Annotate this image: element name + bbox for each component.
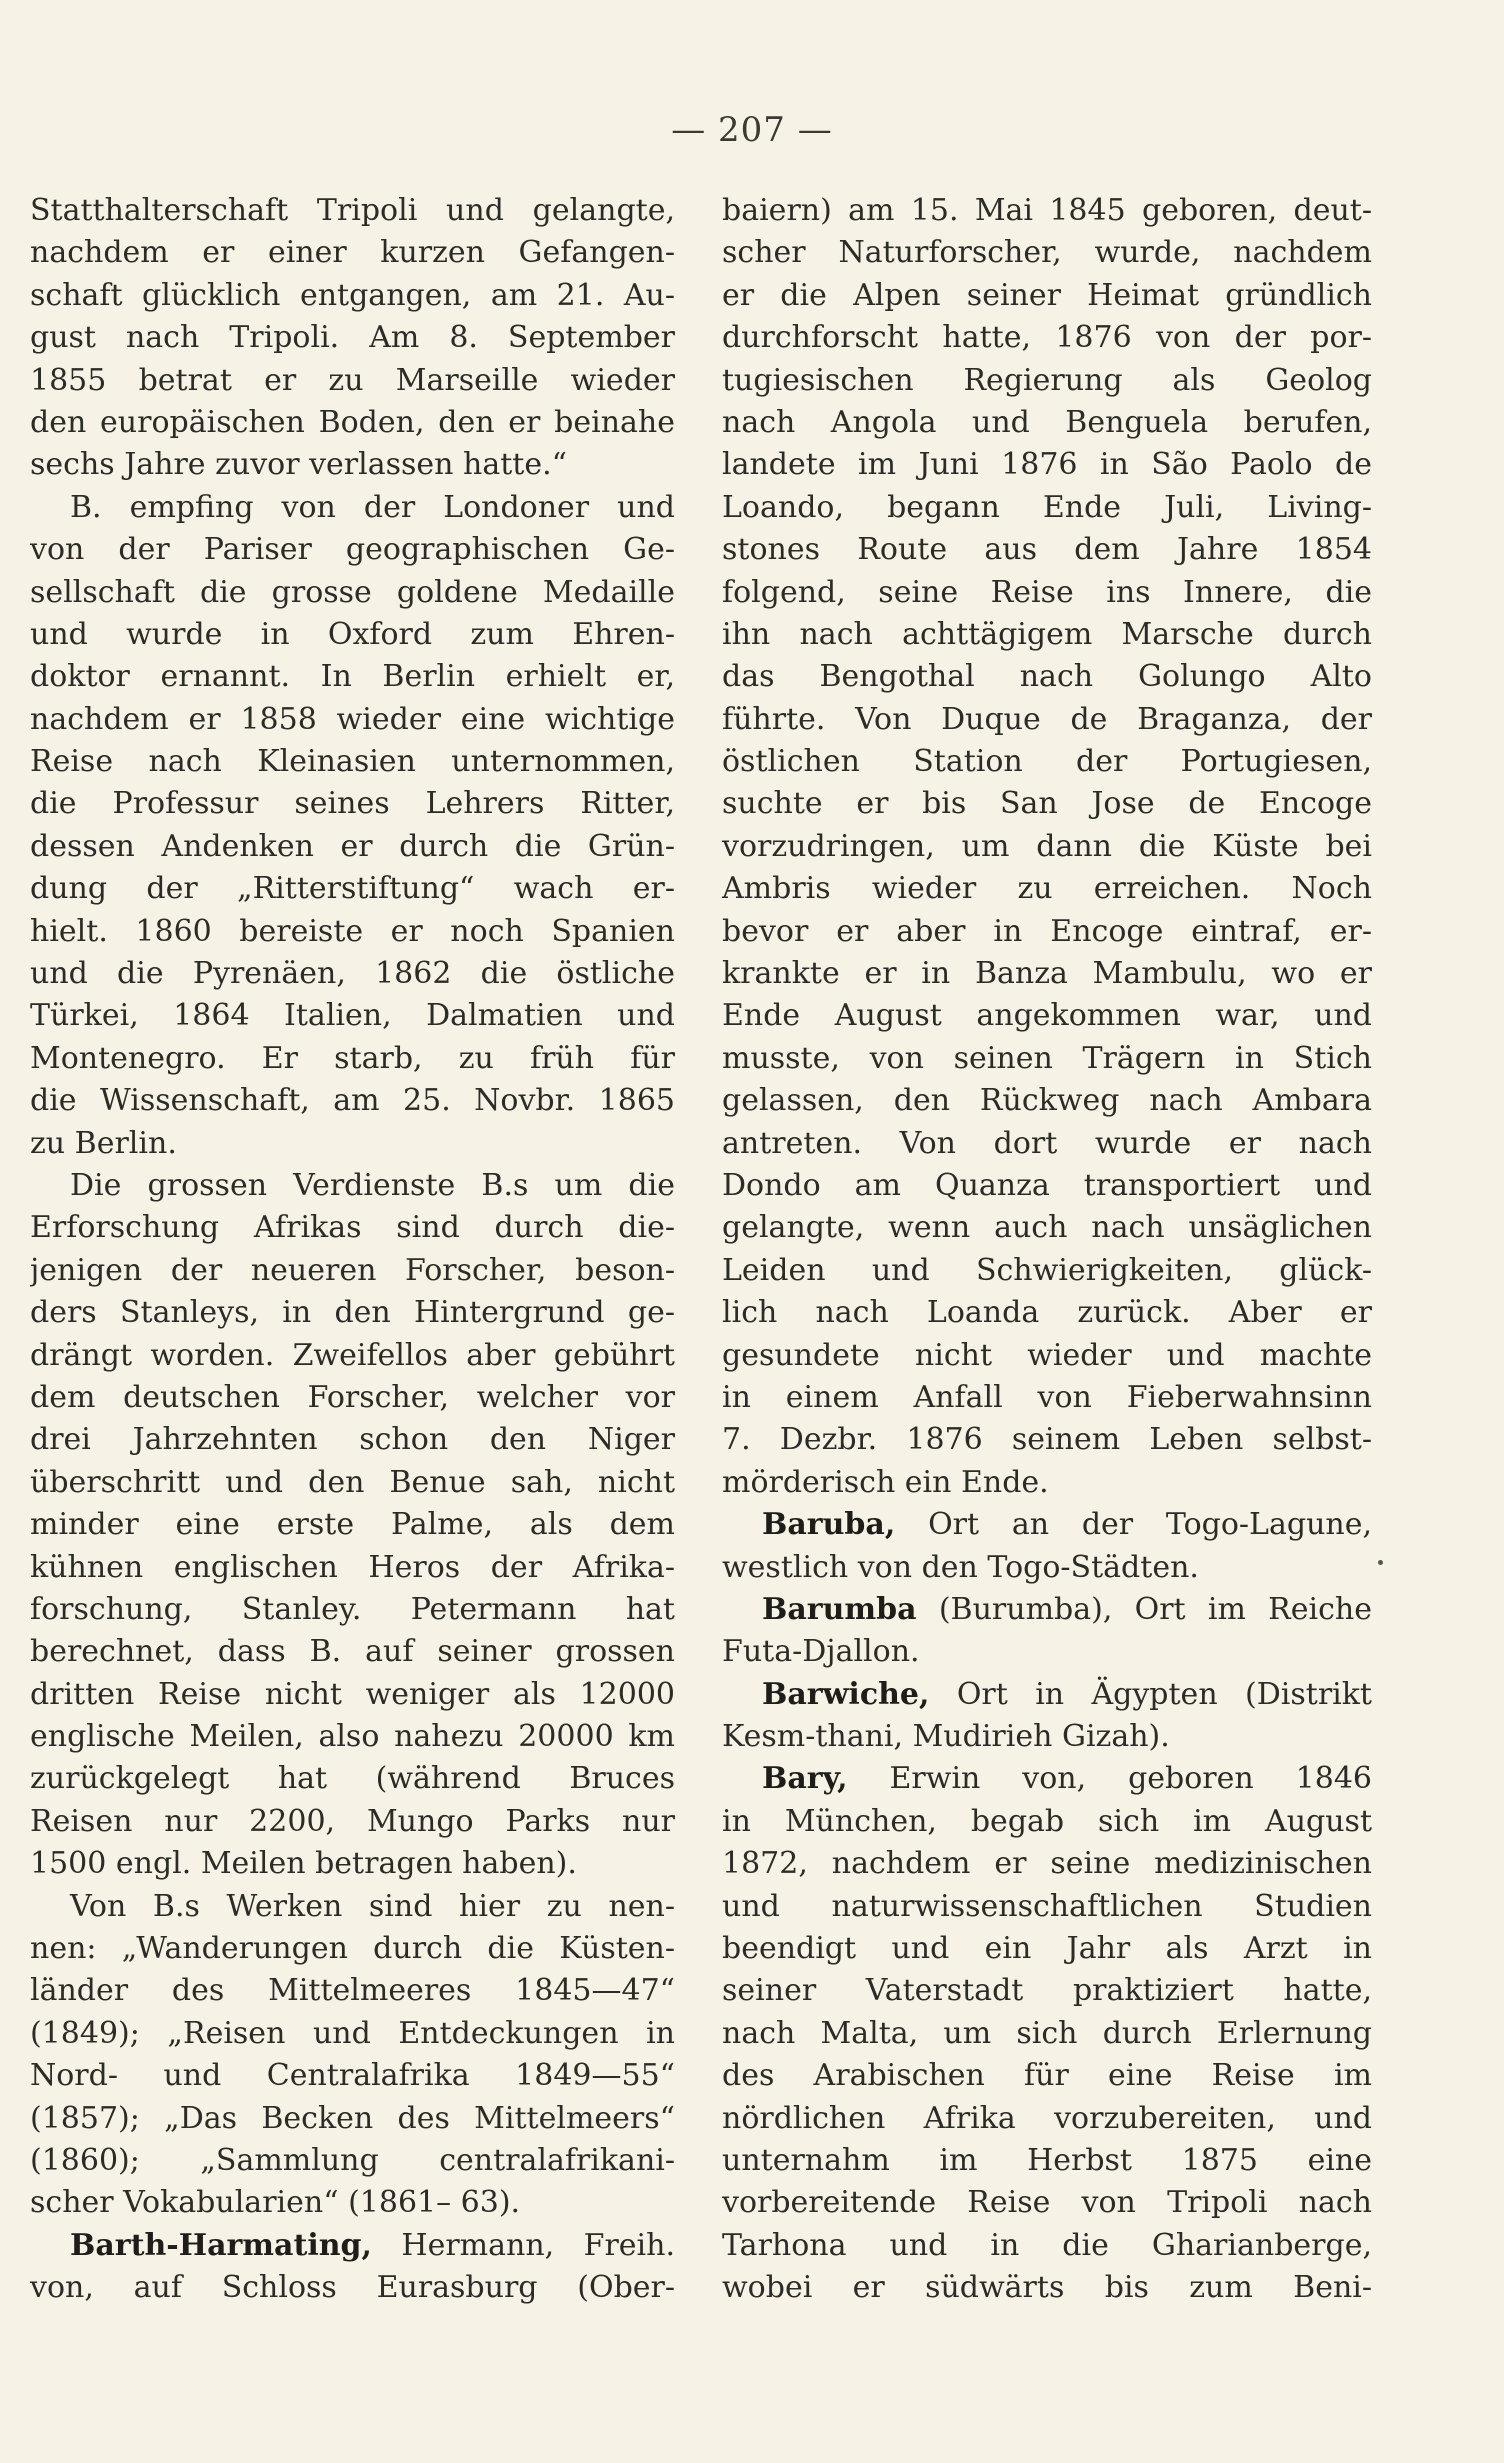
right-column-line xyxy=(722,1080,1372,1122)
left-column-line xyxy=(30,2140,675,2182)
line-text: ihn nach achttägigem Marsche durch xyxy=(722,616,1372,652)
left-column-line xyxy=(30,1207,675,1249)
line-text: (1860); „Sammlung centralafrikani- xyxy=(30,2142,675,2178)
line-text: zu Berlin. xyxy=(30,1125,177,1161)
line-text: Futa-Djallon. xyxy=(722,1634,920,1670)
left-column-line xyxy=(30,2225,675,2267)
line-text: Türkei, 1864 Italien, Dalmatien und xyxy=(30,998,675,1034)
line-text: beendigt und ein Jahr als Arzt in xyxy=(722,1931,1372,1967)
line-text: Ort in Ägypten (Distrikt xyxy=(929,1676,1372,1712)
left-column-line xyxy=(30,826,675,868)
line-text: nachdem er einer kurzen Gefangen- xyxy=(30,235,675,271)
line-text: Von B.s Werken sind hier zu nen- xyxy=(70,1888,675,1924)
right-column-line xyxy=(722,1419,1372,1461)
line-text: sechs Jahre zuvor verlassen hatte.“ xyxy=(30,447,567,483)
line-text: die Professur seines Lehrers Ritter, xyxy=(30,786,675,822)
left-column-line xyxy=(30,444,675,486)
right-column-line xyxy=(722,2182,1372,2224)
left-column-line xyxy=(30,1589,675,1631)
line-text: gust nach Tripoli. Am 8. September xyxy=(30,320,675,356)
left-column-line xyxy=(30,1038,675,1080)
left-column-line xyxy=(30,1547,675,1589)
right-column-line xyxy=(722,1758,1372,1800)
right-column-line xyxy=(722,826,1372,868)
line-text: gelangte, wenn auch nach unsäglichen xyxy=(722,1210,1372,1246)
right-column-line xyxy=(722,1038,1372,1080)
right-column-line xyxy=(722,529,1372,571)
left-column-line xyxy=(30,868,675,910)
right-column-line xyxy=(722,402,1372,444)
line-text: Hermann, Freih. xyxy=(371,2227,675,2263)
line-text: scher Naturforscher, wurde, nachdem xyxy=(722,235,1372,271)
line-text: Statthalterschaft Tripoli und gelangte, xyxy=(30,193,675,228)
line-text: nördlichen Afrika vorzubereiten, und xyxy=(722,2100,1372,2136)
line-text: krankte er in Banza Mambulu, wo er xyxy=(722,956,1372,992)
line-text: ders Stanleys, in den Hintergrund ge- xyxy=(30,1295,675,1331)
line-text: gesundete nicht wieder und machte xyxy=(722,1337,1372,1373)
entry-headword: Barth-Harmating, xyxy=(70,2227,372,2263)
left-column-line xyxy=(30,741,675,783)
line-text: Ende August angekommen war, und xyxy=(722,998,1372,1034)
line-text: dritten Reise nicht weniger als 12000 xyxy=(30,1676,675,1712)
line-text: überschritt und den Benue sah, nicht xyxy=(30,1464,675,1500)
left-column-line xyxy=(30,402,675,444)
right-column-line xyxy=(722,2225,1372,2267)
left-column-line xyxy=(30,1165,675,1207)
right-column-line xyxy=(722,2098,1372,2140)
left-column-line xyxy=(30,1716,675,1758)
right-column-line xyxy=(722,572,1372,614)
line-text: durchforscht hatte, 1876 von der por- xyxy=(722,320,1372,356)
right-column-line xyxy=(722,614,1372,656)
print-speck xyxy=(1378,1560,1383,1565)
line-text: drei Jahrzehnten schon den Niger xyxy=(30,1422,675,1458)
line-text: hielt. 1860 bereiste er noch Spanien xyxy=(30,913,675,949)
left-column-line xyxy=(30,275,675,317)
right-column-line xyxy=(722,699,1372,741)
line-text: wobei er südwärts bis zum Beni- xyxy=(722,2270,1372,2306)
right-column-line xyxy=(722,1801,1372,1843)
line-text: vorzudringen, um dann die Küste bei xyxy=(722,828,1372,864)
line-text: lich nach Loanda zurück. Aber er xyxy=(722,1295,1372,1331)
right-column-line xyxy=(722,487,1372,529)
left-column-line xyxy=(30,2182,675,2224)
line-text: vorbereitende Reise von Tripoli nach xyxy=(722,2185,1372,2221)
line-text: gelassen, den Rückweg nach Ambara xyxy=(722,1083,1372,1119)
left-column-line xyxy=(30,1843,675,1885)
line-text: er die Alpen seiner Heimat gründlich xyxy=(722,277,1372,313)
line-text: nachdem er 1858 wieder eine wichtige xyxy=(30,701,675,737)
line-text: schaft glücklich entgangen, am 21. Au- xyxy=(30,277,675,313)
line-text: den europäischen Boden, den er beinahe xyxy=(30,404,675,440)
left-column-line xyxy=(30,911,675,953)
left-column-line xyxy=(30,1631,675,1673)
line-text: suchte er bis San Jose de Encoge xyxy=(722,786,1372,822)
left-column-line xyxy=(30,2267,675,2309)
line-text: folgend, seine Reise ins Innere, die xyxy=(722,574,1372,610)
line-text: Reisen nur 2200, Mungo Parks nur xyxy=(30,1803,675,1839)
entry-headword: Bary, xyxy=(762,1761,848,1797)
line-text: länder des Mittelmeeres 1845—47“ xyxy=(30,1973,675,2009)
line-text: östlichen Station der Portugiesen, xyxy=(722,744,1372,780)
right-column xyxy=(722,190,1372,2310)
line-text: sellschaft die grosse goldene Medaille xyxy=(30,574,675,610)
right-column-line xyxy=(722,1886,1372,1928)
left-column-line xyxy=(30,190,675,232)
left-column-line xyxy=(30,995,675,1037)
entry-headword: Barwiche, xyxy=(762,1676,930,1712)
line-text: dem deutschen Forscher, welcher vor xyxy=(30,1379,675,1415)
right-column-line xyxy=(722,1250,1372,1292)
line-text: (1849); „Reisen und Entdeckungen in xyxy=(30,2015,675,2051)
right-column-line xyxy=(722,1123,1372,1165)
line-text: führte. Von Duque de Braganza, der xyxy=(722,701,1372,737)
line-text: westlich von den Togo-Städten. xyxy=(722,1549,1199,1585)
right-column-line xyxy=(722,1335,1372,1377)
left-column-line xyxy=(30,232,675,274)
right-column-line xyxy=(722,1207,1372,1249)
right-column-line xyxy=(722,360,1372,402)
line-text: von, auf Schloss Eurasburg (Ober- xyxy=(30,2270,675,2306)
line-text: jenigen der neueren Forscher, beson- xyxy=(30,1252,675,1288)
entry-headword: Baruba, xyxy=(762,1507,896,1543)
left-column-line xyxy=(30,1292,675,1334)
line-text: nen: „Wanderungen durch die Küsten- xyxy=(30,1931,675,1967)
line-text: in München, begab sich im August xyxy=(722,1803,1372,1839)
left-column-line xyxy=(30,2098,675,2140)
left-column-line xyxy=(30,2055,675,2097)
line-text: und naturwissenschaftlichen Studien xyxy=(722,1888,1372,1924)
line-text: Dondo am Quanza transportiert und xyxy=(722,1167,1372,1203)
line-text: nach Malta, um sich durch Erlernung xyxy=(722,2015,1372,2051)
line-text: baiern) am 15. Mai 1845 geboren, deut- xyxy=(722,193,1372,228)
line-text: Tarhona und in die Gharianberge, xyxy=(722,2227,1372,2263)
right-column-line xyxy=(722,1462,1372,1504)
right-column-line xyxy=(722,868,1372,910)
right-column-line xyxy=(722,2013,1372,2055)
line-text: das Bengothal nach Golungo Alto xyxy=(722,659,1372,695)
line-text: Reise nach Kleinasien unternommen, xyxy=(30,744,675,780)
line-text: unternahm im Herbst 1875 eine xyxy=(722,2142,1372,2178)
right-column-line xyxy=(722,317,1372,359)
line-text: musste, von seinen Trägern in Stich xyxy=(722,1040,1372,1076)
line-text: minder eine erste Palme, als dem xyxy=(30,1507,675,1543)
right-column-line xyxy=(722,1165,1372,1207)
line-text: mörderisch ein Ende. xyxy=(722,1464,1049,1500)
line-text: Kesm-thani, Mudirieh Gizah). xyxy=(722,1719,1170,1755)
right-column-line xyxy=(722,995,1372,1037)
right-column-line xyxy=(722,911,1372,953)
right-column-line xyxy=(722,953,1372,995)
right-column-line xyxy=(722,1589,1372,1631)
line-text: Loando, begann Ende Juli, Living- xyxy=(722,489,1372,525)
line-text: in einem Anfall von Fieberwahnsinn xyxy=(722,1379,1372,1415)
line-text: Ambris wieder zu erreichen. Noch xyxy=(722,871,1372,907)
line-text: von der Pariser geographischen Ge- xyxy=(30,532,675,568)
line-text: kühnen englischen Heros der Afrika- xyxy=(30,1549,675,1585)
line-text: und die Pyrenäen, 1862 die östliche xyxy=(30,956,675,992)
line-text: bevor er aber in Encoge eintraf, er- xyxy=(722,913,1372,949)
line-text: forschung, Stanley. Petermann hat xyxy=(30,1591,675,1627)
line-text: und wurde in Oxford zum Ehren- xyxy=(30,616,675,652)
right-column-line xyxy=(722,1970,1372,2012)
right-column-line xyxy=(722,1547,1372,1589)
left-column-line xyxy=(30,1462,675,1504)
line-text: Montenegro. Er starb, zu früh für xyxy=(30,1040,675,1076)
right-column-line xyxy=(722,444,1372,486)
left-column-line xyxy=(30,1504,675,1546)
line-text: berechnet, dass B. auf seiner grossen xyxy=(30,1634,675,1670)
left-column-line xyxy=(30,614,675,656)
entry-headword: Barumba xyxy=(762,1591,917,1627)
right-column-line xyxy=(722,190,1372,232)
left-column-line xyxy=(30,317,675,359)
line-text: 7. Dezbr. 1876 seinem Leben selbst- xyxy=(722,1422,1372,1458)
right-column-line xyxy=(722,741,1372,783)
right-column-line xyxy=(722,1928,1372,1970)
right-column-line xyxy=(722,1716,1372,1758)
left-column-line xyxy=(30,699,675,741)
left-column-line xyxy=(30,656,675,698)
left-column-line xyxy=(30,1377,675,1419)
left-column-line xyxy=(30,1886,675,1928)
right-column-line xyxy=(722,656,1372,698)
line-text: die Wissenschaft, am 25. Novbr. 1865 xyxy=(30,1083,675,1119)
left-column-line xyxy=(30,1674,675,1716)
line-text: Erwin von, geboren 1846 xyxy=(847,1761,1372,1797)
line-text: nach Angola und Benguela berufen, xyxy=(722,404,1372,440)
right-column-line xyxy=(722,1292,1372,1334)
line-text: Nord- und Centralafrika 1849—55“ xyxy=(30,2058,675,2094)
line-text: Die grossen Verdienste B.s um die xyxy=(70,1167,675,1203)
left-column-line xyxy=(30,1419,675,1461)
line-text: dung der „Ritterstiftung“ wach er- xyxy=(30,871,675,907)
line-text: 1855 betrat er zu Marseille wieder xyxy=(30,362,675,398)
right-column-line xyxy=(722,2055,1372,2097)
right-column-line xyxy=(722,1674,1372,1716)
line-text: 1500 engl. Meilen betragen haben). xyxy=(30,1846,577,1882)
left-column xyxy=(30,190,675,2310)
left-column-line xyxy=(30,487,675,529)
right-column-line xyxy=(722,275,1372,317)
left-column-line xyxy=(30,2013,675,2055)
line-text: (Burumba), Ort im Reiche xyxy=(916,1591,1372,1627)
line-text: Ort an der Togo-Lagune, xyxy=(895,1507,1372,1543)
left-column-line xyxy=(30,1928,675,1970)
right-column-line xyxy=(722,1631,1372,1673)
line-text: stones Route aus dem Jahre 1854 xyxy=(722,532,1372,568)
line-text: drängt worden. Zweifellos aber gebührt xyxy=(30,1337,675,1373)
left-column-line xyxy=(30,783,675,825)
left-column-line xyxy=(30,529,675,571)
right-column-line xyxy=(722,783,1372,825)
line-text: tugiesischen Regierung als Geolog xyxy=(722,362,1372,398)
line-text: des Arabischen für eine Reise im xyxy=(722,2058,1372,2094)
line-text: englische Meilen, also nahezu 20000 km xyxy=(30,1719,675,1755)
line-text: 1872, nachdem er seine medizinischen xyxy=(722,1846,1372,1882)
line-text: seiner Vaterstadt praktiziert hatte, xyxy=(722,1973,1372,2009)
left-column-line xyxy=(30,1123,675,1165)
line-text: antreten. Von dort wurde er nach xyxy=(722,1125,1372,1161)
line-text: Leiden und Schwierigkeiten, glück- xyxy=(722,1252,1372,1288)
line-text: zurückgelegt hat (während Bruces xyxy=(30,1761,675,1797)
line-text: scher Vokabularien“ (1861– 63). xyxy=(30,2185,521,2221)
left-column-line xyxy=(30,1758,675,1800)
left-column-line xyxy=(30,360,675,402)
left-column-line xyxy=(30,953,675,995)
line-text: (1857); „Das Becken des Mittelmeers“ xyxy=(30,2100,675,2136)
page-number: — 207 — xyxy=(671,110,833,150)
line-text: landete im Juni 1876 in São Paolo de xyxy=(722,447,1372,483)
line-text: doktor ernannt. In Berlin erhielt er, xyxy=(30,659,675,695)
line-text: Erforschung Afrikas sind durch die- xyxy=(30,1210,675,1246)
left-column-line xyxy=(30,1801,675,1843)
left-column-line xyxy=(30,1970,675,2012)
right-column-line xyxy=(722,2267,1372,2309)
right-column-line xyxy=(722,2140,1372,2182)
right-column-line xyxy=(722,1843,1372,1885)
line-text: B. empfing von der Londoner und xyxy=(70,489,675,525)
left-column-line xyxy=(30,1335,675,1377)
left-column-line xyxy=(30,1080,675,1122)
left-column-line xyxy=(30,1250,675,1292)
right-column-line xyxy=(722,1377,1372,1419)
left-column-line xyxy=(30,572,675,614)
right-column-line xyxy=(722,232,1372,274)
right-column-line xyxy=(722,1504,1372,1546)
line-text: dessen Andenken er durch die Grün- xyxy=(30,828,675,864)
